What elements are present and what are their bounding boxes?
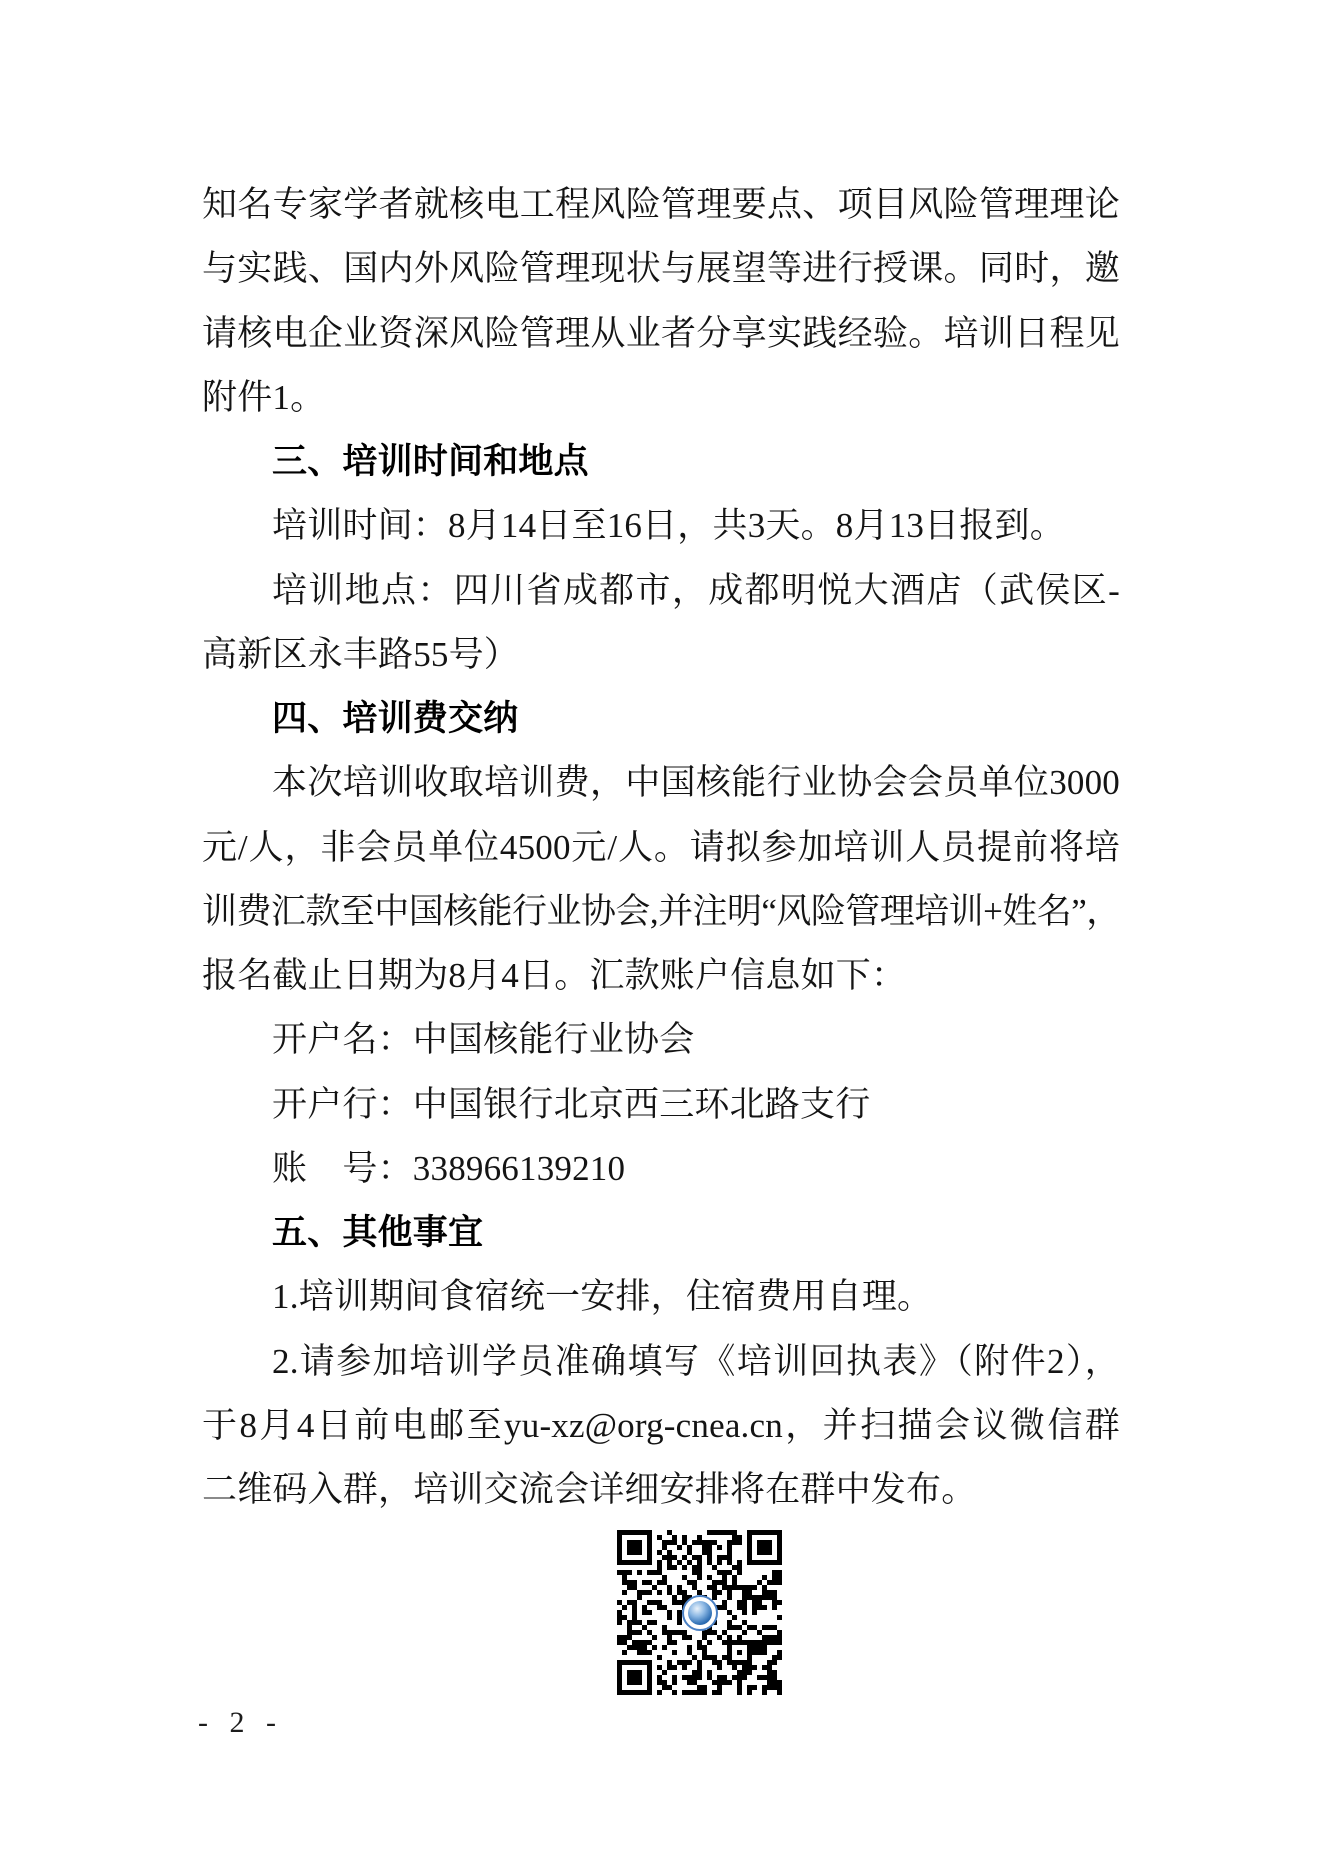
body-line: 1.培训期间食宿统一安排，住宿费用自理。 — [272, 1277, 933, 1317]
body-line: 与实践、国内外风险管理现状与展望等进行授课。同时，邀 — [202, 249, 1120, 289]
body-line: 2.请参加培训学员准确填写《培训回执表》（附件2）， — [272, 1341, 1120, 1381]
body-line: 本次培训收取培训费，中国核能行业协会会员单位3000 — [272, 763, 1120, 803]
body-line: 训费汇款至中国核能行业协会,并注明“风险管理培训+姓名”， — [202, 891, 1120, 931]
body-line: 报名截止日期为8月4日。汇款账户信息如下： — [202, 956, 907, 995]
section-heading: 四、培训费交纳 — [272, 699, 519, 738]
page-number: - 2 - — [198, 1706, 283, 1739]
body-line: 知名专家学者就核电工程风险管理要点、项目风险管理理论 — [202, 185, 1120, 224]
body-line: 培训时间：8月14日至16日，共3天。8月13日报到。 — [272, 506, 1065, 546]
body-line: 请核电企业资深风险管理从业者分享实践经验。培训日程见 — [202, 313, 1120, 353]
body-line: 于8月4日前电邮至yu-xz@org-cnea.cn，并扫描会议微信群 — [202, 1405, 1120, 1445]
body-line: 元/人，非会员单位4500元/人。请拟参加培训人员提前将培 — [202, 827, 1120, 867]
body-line: 开户名：中国核能行业协会 — [272, 1020, 695, 1060]
body-line: 培训地点：四川省成都市，成都明悦大酒店（武侯区- — [272, 570, 1120, 610]
wechat-group-qr-code — [617, 1530, 782, 1695]
document-body — [202, 173, 1120, 1522]
section-heading: 三、培训时间和地点 — [272, 442, 589, 481]
association-logo — [682, 1595, 718, 1631]
body-line: 开户行：中国银行北京西三环北路支行 — [272, 1084, 871, 1124]
body-line: 附件1。 — [202, 377, 326, 417]
body-line: 账 号：338966139210 — [272, 1148, 626, 1188]
body-line: 高新区永丰路55号） — [202, 634, 520, 674]
association-logo-globe — [688, 1601, 712, 1625]
section-heading: 五、其他事宜 — [272, 1213, 484, 1252]
body-line: 二维码入群，培训交流会详细安排将在群中发布。 — [202, 1470, 977, 1509]
